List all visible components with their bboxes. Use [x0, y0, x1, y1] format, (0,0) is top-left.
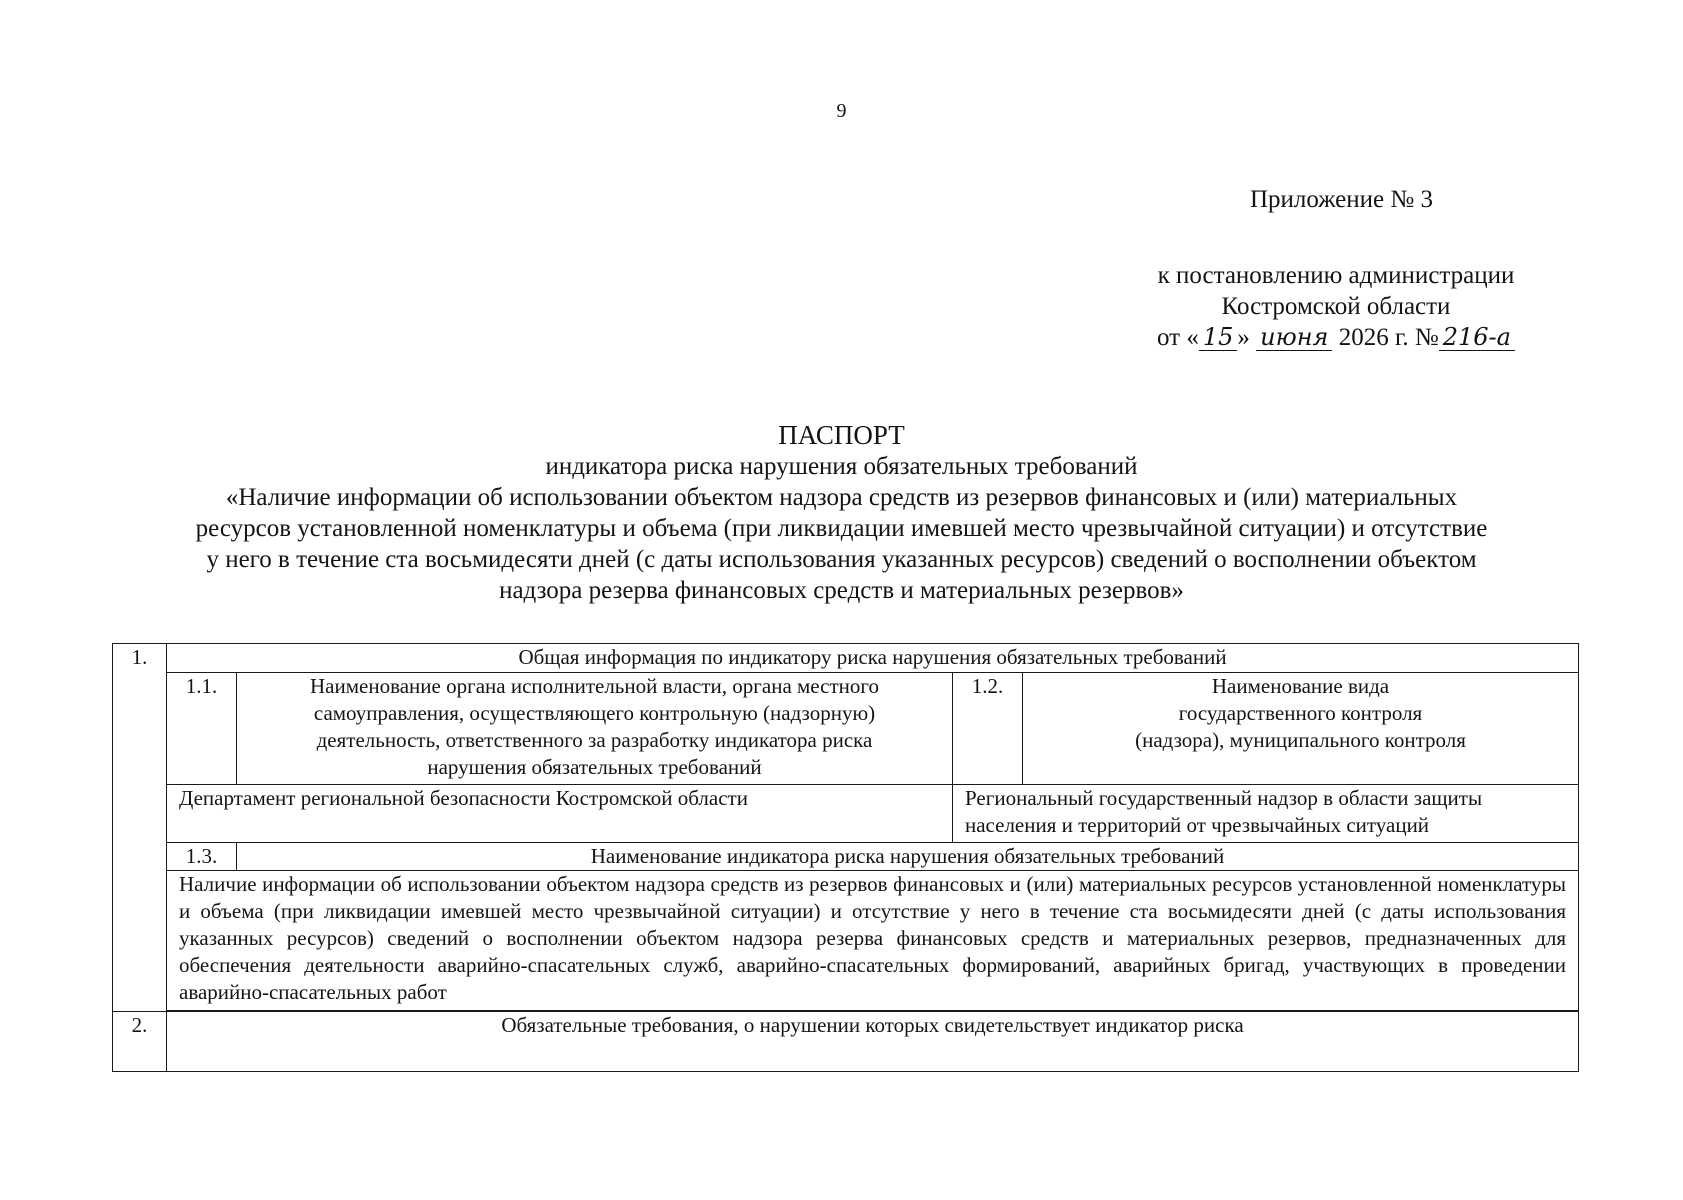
section-1-values-row	[113, 785, 1579, 843]
section-1-3-number: 1.3.	[167, 843, 237, 871]
handwritten-doc-number: 216-а	[1439, 324, 1515, 351]
section-1-1-title	[237, 673, 953, 785]
section-1-3-header-row	[113, 843, 1579, 871]
date-mid: »	[1237, 324, 1250, 351]
section-2-title: Обязательные требования, о нарушении которых свидетельствует индикатор риска	[167, 1012, 1579, 1072]
title-name-line-2: ресурсов установленной номенклатуры и объема (при ликвидации имевшей место чрезвычайной ситуации) и отсутствие	[195, 515, 1488, 542]
section-1-3-value: Наличие информации об использовании объектом надзора средств из резервов финансовых и (или) материальных ресурсов установленной номенклатуры и объема (при ликвидации имевшей место чрезвычайной ситуации) и отсутствие у него в течение ста восьмидесяти дней (с даты использования указанных ресурсов) сведений о восполнении объектом надзора резерва финансовых средств и материальных резервов, предназначенных для обеспечения деятельности аварийно-спасательных служб, аварийно-спасательных формирований, аварийных бригад, участвующих в проведении аварийно-спасательных работ	[167, 871, 1579, 1011]
section-1-3-value-row	[113, 871, 1579, 1011]
handwritten-day: 15	[1199, 324, 1238, 351]
date-year: 2026 г. №	[1338, 324, 1439, 351]
page-number: 9	[836, 100, 847, 122]
section-1-1-number: 1.1.	[167, 673, 237, 785]
date-prefix: от «	[1157, 324, 1199, 351]
handwritten-month: июня	[1256, 324, 1332, 351]
section-2-row	[113, 1012, 1579, 1072]
title-name-line-1: «Наличие информации об использовании объектом надзора средств из резервов финансовых и (или) материальных	[225, 484, 1458, 511]
section-1-2-value-line: Региональный государственный надзор в области защиты	[965, 786, 1483, 810]
resolution-line-1: к постановлению администрации	[1157, 262, 1515, 289]
section-1-1-title-line: деятельность, ответственного за разработку индикатора риска	[316, 728, 873, 752]
passport-title	[110, 420, 1573, 606]
resolution-reference	[1106, 260, 1566, 353]
section-1-2-title	[1023, 673, 1579, 785]
passport-table	[112, 643, 1579, 1072]
section-1-2-title-line: (надзора), муниципального контроля	[1135, 728, 1466, 752]
section-1-2-title-line: государственного контроля	[1178, 701, 1423, 725]
section-1-2-number: 1.2.	[953, 673, 1023, 785]
section-1-1-title-line: самоуправления, осуществляющего контрольную (надзорную)	[313, 701, 876, 725]
title-subheading: индикатора риска нарушения обязательных требований	[545, 453, 1138, 480]
section-1-1-value: Департамент региональной безопасности Костромской области	[167, 785, 953, 843]
resolution-line-2: Костромской области	[1221, 293, 1451, 320]
section-1-header-row	[113, 644, 1579, 673]
appendix-label: Приложение № 3	[1249, 186, 1433, 213]
section-1-number: 1.	[113, 644, 167, 1012]
section-1-title: Общая информация по индикатору риска нарушения обязательных требований	[167, 644, 1579, 673]
title-name-line-3: у него в течение ста восьмидесяти дней (с даты использования указанных ресурсов) сведений о восполнении объектом	[206, 546, 1477, 573]
section-1-2-value-line: населения и территорий от чрезвычайных ситуаций	[965, 813, 1430, 837]
section-1-1-title-line: нарушения обязательных требований	[427, 755, 762, 779]
section-1-2-value	[953, 785, 1579, 843]
resolution-date-line	[1106, 322, 1566, 353]
section-1-1-title-line: Наименование органа исполнительной власти, органа местного	[310, 674, 879, 698]
section-1-2-title-line: Наименование вида	[1211, 674, 1390, 698]
section-2-number: 2.	[113, 1012, 167, 1072]
title-heading: ПАСПОРТ	[778, 420, 905, 450]
section-1-3-title: Наименование индикатора риска нарушения обязательных требований	[237, 843, 1579, 871]
section-1-1-header-row	[113, 673, 1579, 785]
title-name-line-4: надзора резерва финансовых средств и материальных резервов»	[499, 577, 1184, 604]
